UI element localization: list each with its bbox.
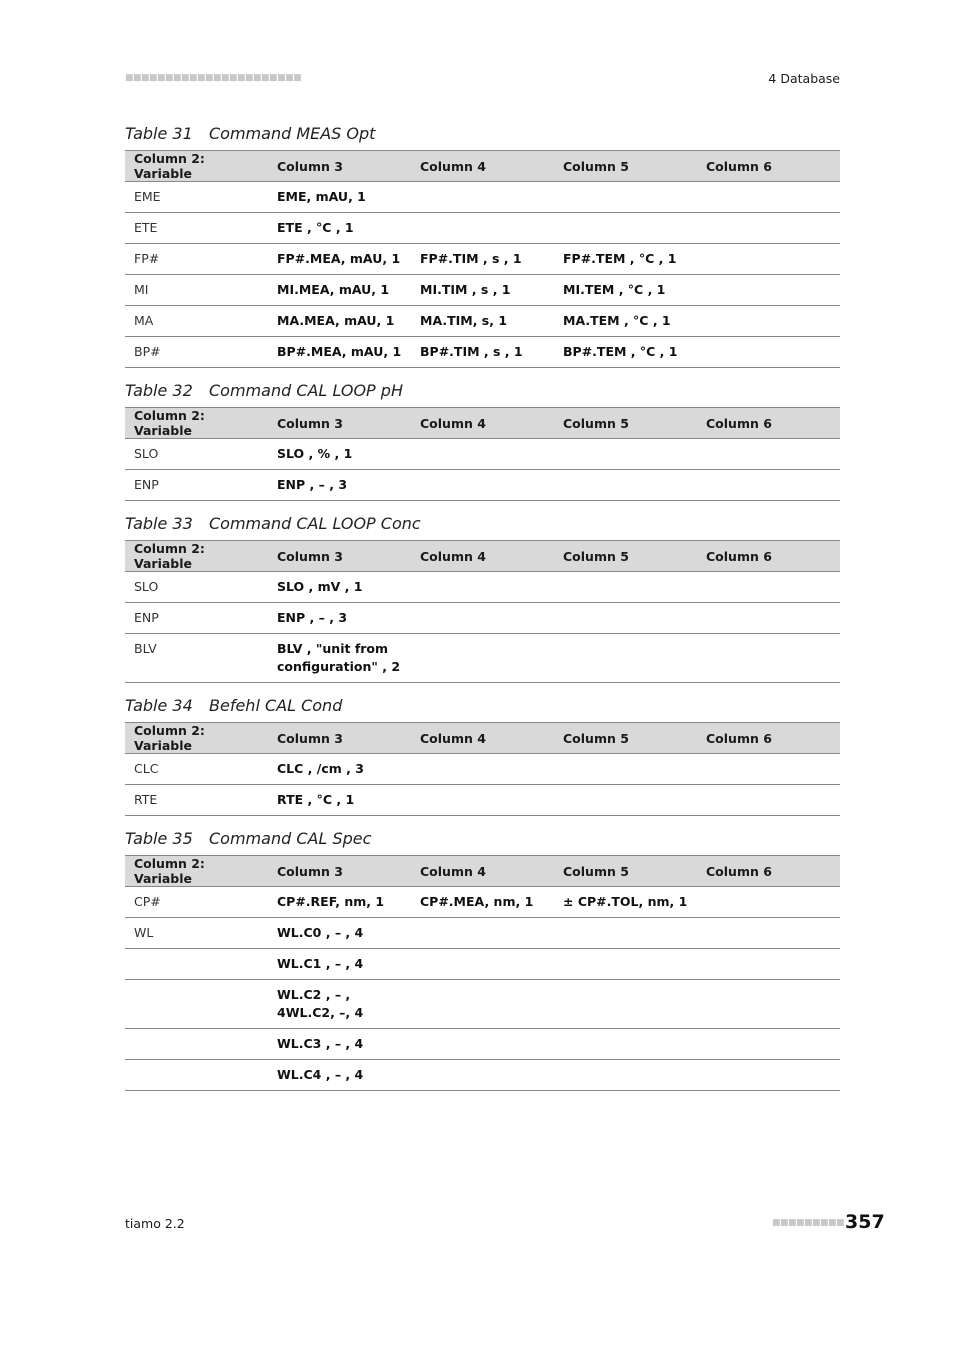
column-header: Column 5 [554, 856, 697, 887]
column-header: Column 2: Variable [125, 408, 268, 439]
value-cell [554, 470, 697, 501]
value-cell [554, 572, 697, 603]
column-header: Column 5 [554, 723, 697, 754]
data-table [125, 407, 840, 501]
value-cell [554, 603, 697, 634]
product-name: tiamo 2.2 [125, 1216, 185, 1231]
data-table [125, 540, 840, 683]
data-table [125, 722, 840, 816]
value-cell [697, 306, 840, 337]
value-cell [411, 980, 554, 1029]
value-cell: SLO , mV , 1 [268, 572, 411, 603]
table-header-row [125, 856, 840, 887]
table-number: Table 35 [125, 829, 193, 848]
table-row [125, 918, 840, 949]
value-cell: WL.C0 , – , 4 [268, 918, 411, 949]
value-cell [697, 603, 840, 634]
table-caption [125, 693, 840, 722]
column-header: Column 6 [697, 408, 840, 439]
value-cell: WL.C1 , – , 4 [268, 949, 411, 980]
table-title: Command MEAS Opt [209, 124, 376, 143]
column-header: Column 2: Variable [125, 541, 268, 572]
table-row [125, 887, 840, 918]
variable-cell: WL [125, 918, 268, 949]
column-header: Column 4 [411, 151, 554, 182]
table-number: Table 33 [125, 514, 193, 533]
value-cell [554, 949, 697, 980]
value-cell: ETE , °C , 1 [268, 213, 411, 244]
value-cell: CLC , /cm , 3 [268, 754, 411, 785]
value-cell [554, 1029, 697, 1060]
table-title: Command CAL LOOP Conc [209, 514, 421, 533]
value-cell: MI.MEA, mAU, 1 [268, 275, 411, 306]
table-row [125, 306, 840, 337]
table-row [125, 213, 840, 244]
value-cell [697, 182, 840, 213]
value-cell [697, 887, 840, 918]
value-cell: FP#.TEM , °C , 1 [554, 244, 697, 275]
table-caption [125, 378, 840, 407]
value-cell: SLO , % , 1 [268, 439, 411, 470]
variable-cell: FP# [125, 244, 268, 275]
value-cell [411, 572, 554, 603]
value-cell [411, 949, 554, 980]
table-header-row [125, 541, 840, 572]
value-cell: MA.MEA, mAU, 1 [268, 306, 411, 337]
value-cell: FP#.TIM , s , 1 [411, 244, 554, 275]
column-header: Column 6 [697, 151, 840, 182]
variable-cell: EME [125, 182, 268, 213]
table-row [125, 1029, 840, 1060]
footer-decoration: ■■■■■■■■■ [772, 1218, 845, 1228]
value-cell [554, 634, 697, 683]
value-cell: CP#.MEA, nm, 1 [411, 887, 554, 918]
table-number: Table 31 [125, 124, 193, 143]
table-title: Command CAL Spec [209, 829, 372, 848]
table-header-row [125, 723, 840, 754]
column-header: Column 3 [268, 408, 411, 439]
document-body [125, 121, 840, 1101]
value-cell [697, 1060, 840, 1091]
table-number: Table 32 [125, 381, 193, 400]
value-cell: BP#.TIM , s , 1 [411, 337, 554, 368]
value-cell: CP#.REF, nm, 1 [268, 887, 411, 918]
column-header: Column 3 [268, 856, 411, 887]
data-table [125, 855, 840, 1091]
value-cell: RTE , °C , 1 [268, 785, 411, 816]
value-cell: ENP , – , 3 [268, 470, 411, 501]
table-row [125, 603, 840, 634]
value-cell [411, 918, 554, 949]
value-cell [411, 1060, 554, 1091]
table-row [125, 785, 840, 816]
header-decoration: ■■■■■■■■■■■■■■■■■■■■■■ [125, 73, 302, 83]
column-header: Column 5 [554, 541, 697, 572]
value-cell [697, 1029, 840, 1060]
variable-cell [125, 949, 268, 980]
variable-cell: MA [125, 306, 268, 337]
value-cell [411, 182, 554, 213]
variable-cell: CLC [125, 754, 268, 785]
column-header: Column 3 [268, 723, 411, 754]
variable-cell [125, 1029, 268, 1060]
value-cell: MA.TEM , °C , 1 [554, 306, 697, 337]
table-row [125, 470, 840, 501]
column-header: Column 3 [268, 151, 411, 182]
column-header: Column 5 [554, 408, 697, 439]
value-cell: WL.C3 , – , 4 [268, 1029, 411, 1060]
table-row [125, 439, 840, 470]
table-row [125, 244, 840, 275]
page-number: 357 [845, 1211, 885, 1233]
value-cell: FP#.MEA, mAU, 1 [268, 244, 411, 275]
value-cell [697, 337, 840, 368]
value-cell [411, 754, 554, 785]
table-title: Command CAL LOOP pH [209, 381, 403, 400]
value-cell [697, 980, 840, 1029]
value-cell [697, 949, 840, 980]
value-cell [411, 439, 554, 470]
column-header: Column 3 [268, 541, 411, 572]
value-cell: MI.TEM , °C , 1 [554, 275, 697, 306]
value-cell [554, 1060, 697, 1091]
value-cell [697, 785, 840, 816]
value-cell [697, 918, 840, 949]
value-cell: WL.C4 , – , 4 [268, 1060, 411, 1091]
value-cell: MI.TIM , s , 1 [411, 275, 554, 306]
column-header: Column 4 [411, 541, 554, 572]
value-cell [411, 213, 554, 244]
table-row [125, 949, 840, 980]
value-cell [697, 754, 840, 785]
table-caption [125, 826, 840, 855]
value-cell [411, 785, 554, 816]
column-header: Column 2: Variable [125, 856, 268, 887]
variable-cell: BLV [125, 634, 268, 683]
value-cell [697, 275, 840, 306]
table-header-row [125, 151, 840, 182]
column-header: Column 4 [411, 723, 554, 754]
table-header-row [125, 408, 840, 439]
section-title: 4 Database [768, 71, 840, 86]
value-cell [554, 980, 697, 1029]
value-cell [411, 470, 554, 501]
variable-cell: ENP [125, 470, 268, 501]
variable-cell: ETE [125, 213, 268, 244]
value-cell [697, 470, 840, 501]
value-cell [554, 754, 697, 785]
value-cell: EME, mAU, 1 [268, 182, 411, 213]
variable-cell: RTE [125, 785, 268, 816]
value-cell [411, 603, 554, 634]
variable-cell: MI [125, 275, 268, 306]
value-cell [411, 634, 554, 683]
value-cell [554, 213, 697, 244]
value-cell: ENP , – , 3 [268, 603, 411, 634]
variable-cell: SLO [125, 439, 268, 470]
table-row [125, 634, 840, 683]
value-cell [697, 213, 840, 244]
table-caption [125, 121, 840, 150]
table-title: Befehl CAL Cond [209, 696, 343, 715]
column-header: Column 5 [554, 151, 697, 182]
column-header: Column 2: Variable [125, 151, 268, 182]
table-caption [125, 511, 840, 540]
value-cell: BLV , "unit from configuration" , 2 [268, 634, 411, 683]
variable-cell: SLO [125, 572, 268, 603]
column-header: Column 6 [697, 541, 840, 572]
value-cell [697, 439, 840, 470]
variable-cell [125, 1060, 268, 1091]
column-header: Column 4 [411, 856, 554, 887]
variable-cell [125, 980, 268, 1029]
value-cell [697, 634, 840, 683]
table-row [125, 1060, 840, 1091]
value-cell: WL.C2 , – , 4WL.C2, –, 4 [268, 980, 411, 1029]
value-cell [554, 439, 697, 470]
value-cell [411, 1029, 554, 1060]
table-row [125, 182, 840, 213]
table-row [125, 754, 840, 785]
column-header: Column 4 [411, 408, 554, 439]
column-header: Column 6 [697, 723, 840, 754]
table-row [125, 275, 840, 306]
value-cell [697, 572, 840, 603]
table-row [125, 337, 840, 368]
column-header: Column 6 [697, 856, 840, 887]
value-cell [554, 785, 697, 816]
variable-cell: ENP [125, 603, 268, 634]
value-cell: BP#.MEA, mAU, 1 [268, 337, 411, 368]
table-number: Table 34 [125, 696, 193, 715]
value-cell [554, 918, 697, 949]
column-header: Column 2: Variable [125, 723, 268, 754]
value-cell: BP#.TEM , °C , 1 [554, 337, 697, 368]
data-table [125, 150, 840, 368]
table-row [125, 572, 840, 603]
variable-cell: BP# [125, 337, 268, 368]
value-cell [697, 244, 840, 275]
value-cell: MA.TIM, s, 1 [411, 306, 554, 337]
value-cell: ± CP#.TOL, nm, 1 [554, 887, 697, 918]
table-row [125, 980, 840, 1029]
variable-cell: CP# [125, 887, 268, 918]
value-cell [554, 182, 697, 213]
